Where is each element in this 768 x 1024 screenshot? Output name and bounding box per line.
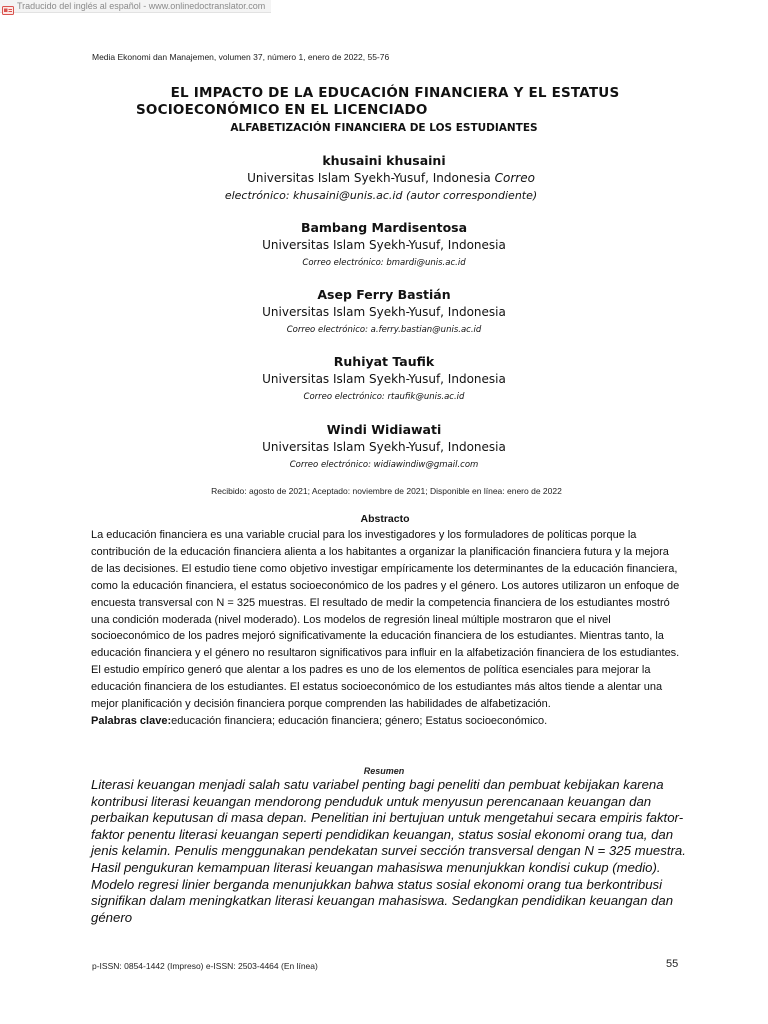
keywords-text: educación financiera; educación financiera; género; Estatus socioeconómico. bbox=[171, 714, 548, 727]
author-email: electrónico: khusaini@unis.ac.id (autor correspondiente) bbox=[224, 189, 538, 202]
author-block bbox=[0, 153, 768, 204]
author-name: khusaini khusaini bbox=[322, 153, 446, 168]
author-name: Ruhiyat Taufik bbox=[333, 354, 435, 369]
author-email: Correo electrónico: a.ferry.bastian@unis.ac.id bbox=[286, 325, 482, 335]
author-name: Asep Ferry Bastián bbox=[317, 287, 451, 302]
keywords-line bbox=[91, 713, 681, 730]
author-email: Correo electrónico: rtaufik@unis.ac.id bbox=[303, 392, 465, 402]
author-name: Windi Widiawati bbox=[326, 422, 442, 437]
author-affiliation: Universitas Islam Syekh-Yusuf, Indonesia bbox=[262, 440, 506, 454]
title-line-1: EL IMPACTO DE LA EDUCACIÓN FINANCIERA Y EL ESTATUS bbox=[170, 85, 620, 101]
abstract-body: La educación financiera es una variable crucial para los investigadores y los formuladores de políticas porque la contribución de la educación financiera alienta a los habitantes a organizar la planificación financiera futura y la mejora de las decisiones. El estudio tiene como objetivo investigar empíricamente los determinantes de la educación financiera, como la educación financiera, el estatus socioeconómico de los padres y el género. Los autores utilizaron un enfoque de encuesta transversal con N = 325 muestras. El resultado de medir la competencia financiera de los estudiantes mostró una condición moderada (nivel moderado). Los modelos de regresión lineal múltiple mostraron que el nivel socioeconómico de los padres mejoró significativamente la educación financiera de los estudiantes. Mientras tanto, la educación financiera y el género no resultaron significativos para influir en la alfabetización financiera de los estudiantes. El estudio empírico generó que alentar a los padres es uno de los elementos de política esenciales para mejorar la educación financiera de los estudiantes. El estatus socioeconómico de los estudiantes más altos tiende a alentar una mejor planificación y decisión financiera porque comprenden las habilidades de alfabetización. bbox=[91, 529, 680, 711]
resumen-body: Literasi keuangan menjadi salah satu variabel penting bagi peneliti dan pembuat kebijakan karena kontribusi literasi keuangan mendorong penduduk untuk menyusun perencanaan keuangan dan perbaikan keputusan di masa depan. Penelitian ini bertujuan untuk mengetahui secara empiris faktor-faktor penentu literasi keuangan seperti pendidikan keuangan, status sosial ekonomi orang tua, dan jenis kelamin. Penulis menggunakan pendekatan survei sección transversal dengan N = 325 muestra. Hasil pengukuran kemampuan literasi keuangan mahasiswa menunjukkan kondisi cukup (medio). Modelo regresi linier berganda menunjukkan bahwa status sosial ekonomi orang tua berkontribusi signifikan dalam meningkatkan literasi keuangan mahasiswa. Sedangkan pendidikan keuangan dan género bbox=[91, 777, 686, 925]
author-affiliation: Universitas Islam Syekh-Yusuf, Indonesia bbox=[262, 372, 506, 386]
author-block bbox=[0, 220, 768, 269]
author-affiliation bbox=[0, 170, 768, 187]
page-number: 55 bbox=[666, 958, 679, 970]
footer-issn: p-ISSN: 0854-1442 (Impreso) e-ISSN: 2503-4464 (En línea) bbox=[92, 961, 318, 971]
abstract-heading: Abstracto bbox=[360, 513, 410, 525]
keywords-label: Palabras clave: bbox=[91, 714, 172, 727]
author-block bbox=[0, 354, 768, 403]
abstract-section bbox=[91, 527, 681, 730]
translator-banner-link[interactable]: Traducido del inglés al español - www.onlinedoctranslator.com bbox=[17, 0, 266, 11]
affiliation-suffix: Correo bbox=[494, 171, 535, 185]
title-line-2: SOCIOECONÓMICO EN EL LICENCIADO bbox=[136, 102, 428, 118]
translator-banner[interactable] bbox=[0, 0, 271, 13]
author-email: Correo electrónico: widiawindiw@gmail.com bbox=[289, 460, 479, 470]
author-name: Bambang Mardisentosa bbox=[300, 220, 468, 235]
journal-citation: Media Ekonomi dan Manajemen, volumen 37, número 1, enero de 2022, 55-76 bbox=[92, 52, 390, 62]
author-block bbox=[0, 422, 768, 471]
author-affiliation: Universitas Islam Syekh-Yusuf, Indonesia bbox=[262, 238, 506, 252]
author-affiliation: Universitas Islam Syekh-Yusuf, Indonesia bbox=[262, 305, 506, 319]
received-dates: Recibido: agosto de 2021; Aceptado: noviembre de 2021; Disponible en línea: enero de 2022 bbox=[211, 486, 562, 496]
author-block bbox=[0, 287, 768, 336]
subtitle: ALFABETIZACIÓN FINANCIERA DE LOS ESTUDIANTES bbox=[230, 122, 538, 134]
author-email: Correo electrónico: bmardi@unis.ac.id bbox=[302, 258, 466, 268]
resumen-heading: Resumen bbox=[363, 766, 405, 776]
translator-logo-icon bbox=[2, 2, 14, 11]
affiliation-text: Universitas Islam Syekh-Yusuf, Indonesia bbox=[247, 171, 491, 185]
